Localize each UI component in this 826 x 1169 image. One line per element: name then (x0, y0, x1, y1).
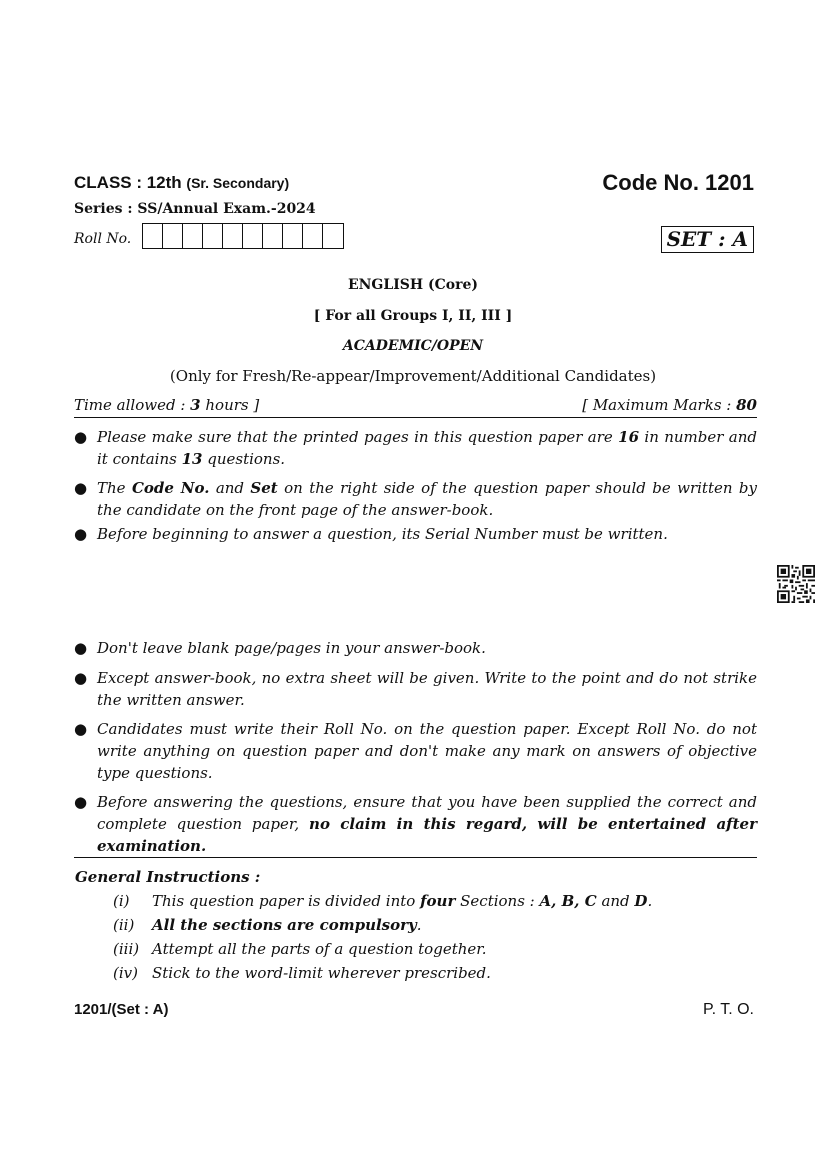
roll-box[interactable] (203, 224, 223, 248)
footer-code: 1201/(Set : A) (74, 1001, 169, 1018)
class-sub-label: (Sr. Secondary) (186, 175, 290, 191)
mode-line: ACADEMIC/OPEN (342, 338, 484, 354)
item-number: (i) (113, 892, 130, 910)
roll-number-boxes[interactable] (142, 223, 344, 249)
instruction-text: Except answer-book, no extra sheet will be given. Write to the point and do not strike the written answer. (97, 669, 757, 709)
bullet-icon: ● (74, 793, 88, 811)
time-allowed (74, 396, 259, 414)
general-instruction-item: (i) This question paper is divided into four Sections : A, B, C and D. (113, 892, 653, 910)
general-instructions-title: General Instructions : (75, 868, 261, 886)
subject-title: ENGLISH (Core) (347, 277, 479, 293)
instruction-text: Before answering the questions, ensure that you have been supplied the correct and complete question paper, no claim in this regard, will be entertained after examination. (97, 793, 758, 855)
marks-value: 80 (736, 396, 757, 414)
roll-box[interactable] (183, 224, 203, 248)
set-label-box: SET : A (661, 226, 754, 253)
roll-box[interactable] (303, 224, 323, 248)
bullet-icon: ● (74, 525, 88, 543)
roll-number-label: Roll No. (74, 231, 132, 247)
footer-pto: P. T. O. (703, 1001, 754, 1018)
instruction-item (74, 637, 757, 659)
instruction-item (74, 477, 757, 521)
series-label: Series : (74, 201, 133, 217)
series-value: SS/Annual Exam.-2024 (137, 201, 316, 217)
time-suffix: hours ] (205, 396, 260, 414)
qr-code-icon (777, 565, 815, 603)
general-instruction-item: (iv) Stick to the word-limit wherever prescribed. (113, 964, 491, 982)
series-line (74, 201, 316, 217)
instruction-text: Please make sure that the printed pages in this question paper are 16 in number and it contains 13 questions. (97, 428, 758, 468)
time-value: 3 (190, 396, 201, 414)
roll-box[interactable] (163, 224, 183, 248)
code-number: Code No. 1201 (602, 170, 754, 195)
bullet-icon: ● (74, 479, 88, 497)
class-line (74, 173, 289, 193)
roll-box[interactable] (323, 224, 343, 248)
bullet-icon: ● (74, 720, 88, 738)
general-instruction-item: (iii) Attempt all the parts of a question together. (113, 940, 487, 958)
instruction-item (74, 718, 757, 784)
time-prefix: Time allowed : (74, 396, 186, 414)
groups-line: [ For all Groups I, II, III ] (313, 308, 513, 324)
roll-box[interactable] (243, 224, 263, 248)
instruction-item (74, 791, 757, 857)
class-label: CLASS : 12th (74, 173, 182, 192)
candidates-line: (Only for Fresh/Re-appear/Improvement/Additional Candidates) (169, 367, 657, 385)
item-number: (ii) (113, 916, 135, 934)
item-number: (iv) (113, 964, 138, 982)
roll-box[interactable] (263, 224, 283, 248)
general-instruction-item: (ii) All the sections are compulsory. (113, 916, 422, 934)
bullet-icon: ● (74, 428, 88, 446)
roll-box[interactable] (283, 224, 303, 248)
instruction-item (74, 523, 757, 545)
bullet-icon: ● (74, 669, 88, 687)
instruction-text: Before beginning to answer a question, its Serial Number must be written. (97, 525, 668, 543)
instruction-text: The Code No. and Set on the right side of the question paper should be written by the candidate on the front page of the answer-book. (97, 479, 757, 519)
time-marks-row (74, 396, 757, 418)
roll-box[interactable] (143, 224, 163, 248)
instruction-text: Don't leave blank page/pages in your answer-book. (97, 639, 486, 657)
item-number: (iii) (113, 940, 140, 958)
section-divider (74, 857, 757, 858)
marks-prefix: [ Maximum Marks : (582, 396, 732, 414)
instruction-item (74, 426, 757, 470)
bullet-icon: ● (74, 639, 88, 657)
instruction-item (74, 667, 757, 711)
instruction-text: Candidates must write their Roll No. on the question paper. Except Roll No. do not write anything on question paper and don't make any mark on answers of objective type questions. (97, 720, 757, 782)
roll-box[interactable] (223, 224, 243, 248)
maximum-marks (582, 396, 757, 414)
